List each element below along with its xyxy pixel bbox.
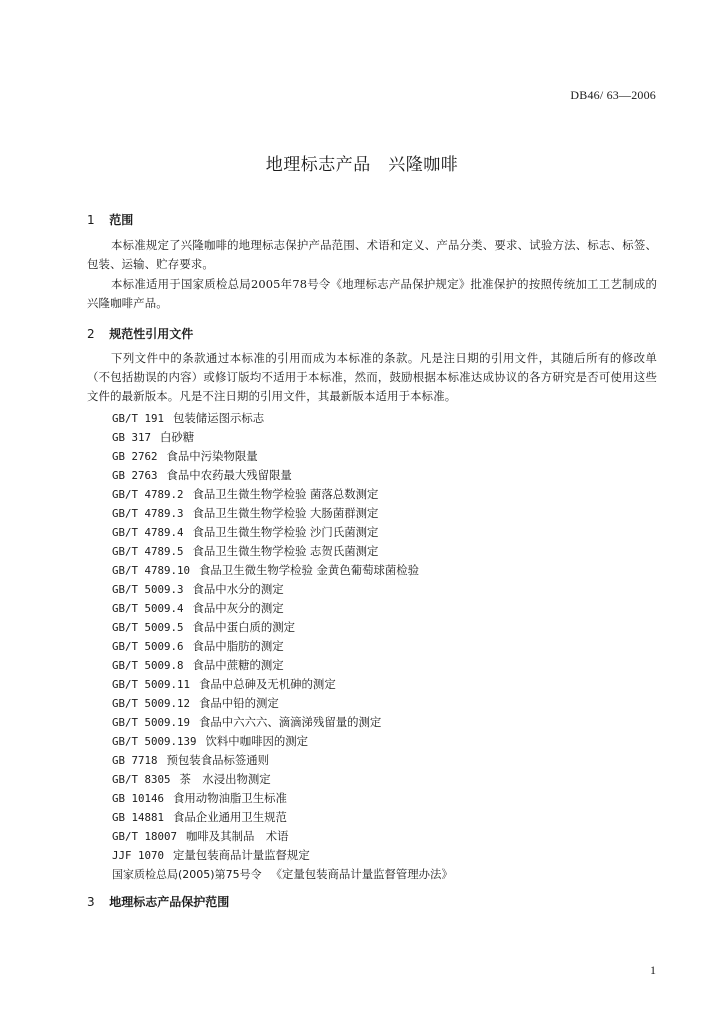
reference-title: 食品中六六六、滴滴涕残留量的测定 xyxy=(199,715,382,729)
reference-code: GB/T 5009.139 xyxy=(112,735,197,748)
reference-code: GB 14881 xyxy=(112,811,165,824)
document-code: DB46/ 63—2006 xyxy=(570,88,656,102)
reference-title: 食品卫生微生物学检验 菌落总数测定 xyxy=(192,487,379,501)
section-number: 2 xyxy=(87,327,95,341)
reference-item xyxy=(112,466,453,485)
reference-code: GB/T 5009.8 xyxy=(112,659,184,672)
reference-code: GB/T 8305 xyxy=(112,773,171,786)
reference-item xyxy=(112,618,453,637)
reference-item xyxy=(112,447,453,466)
reference-title: 食品中水分的测定 xyxy=(192,582,284,596)
reference-item xyxy=(112,732,453,751)
reference-title: 食品卫生微生物学检验 金黄色葡萄球菌检验 xyxy=(199,563,420,577)
reference-code: GB/T 18007 xyxy=(112,830,178,843)
reference-item xyxy=(112,865,453,884)
reference-title: 白砂糖 xyxy=(160,430,195,444)
reference-item xyxy=(112,542,453,561)
reference-title: 饮料中咖啡因的测定 xyxy=(205,734,309,748)
reference-title: 食品卫生微生物学检验 志贺氏菌测定 xyxy=(192,544,379,558)
reference-title: 包装储运图示标志 xyxy=(173,411,265,425)
section-3-heading xyxy=(87,893,229,910)
reference-item xyxy=(112,846,453,865)
reference-title: 预包装食品标签通则 xyxy=(166,753,270,767)
reference-code: GB/T 5009.6 xyxy=(112,640,184,653)
reference-code: GB/T 191 xyxy=(112,412,165,425)
reference-code: 国家质检总局(2005)第75号令 xyxy=(112,868,262,881)
reference-title: 食品中总砷及无机砷的测定 xyxy=(199,677,336,691)
references-intro: 下列文件中的条款通过本标准的引用而成为本标准的条款。凡是注日期的引用文件，其随后所有的修改单（不包括勘误的内容）或修订版均不适用于本标准，然而，鼓励根据本标准达成协议的各方研究是否可使用这些文件的最新版本。凡是不注日期的引用文件，其最新版本适用于本标准。 xyxy=(87,351,657,404)
reference-title: 食品中蔗糖的测定 xyxy=(192,658,284,672)
reference-item xyxy=(112,485,453,504)
reference-item xyxy=(112,713,453,732)
reference-title: 食品中农药最大残留限量 xyxy=(166,468,292,482)
reference-item xyxy=(112,789,453,808)
reference-code: GB/T 5009.11 xyxy=(112,678,191,691)
reference-code: GB/T 5009.3 xyxy=(112,583,184,596)
reference-item xyxy=(112,637,453,656)
reference-item xyxy=(112,599,453,618)
reference-title: 茶 水浸出物测定 xyxy=(179,772,271,786)
page-number: 1 xyxy=(650,963,656,977)
reference-item xyxy=(112,428,453,447)
section-number: 1 xyxy=(87,213,95,227)
reference-code: JJF 1070 xyxy=(112,849,165,862)
reference-code: GB/T 4789.5 xyxy=(112,545,184,558)
reference-title: 食品中蛋白质的测定 xyxy=(192,620,296,634)
reference-code: GB 2763 xyxy=(112,469,158,482)
reference-list xyxy=(112,409,453,884)
reference-title: 《定量包装商品计量监督管理办法》 xyxy=(270,867,453,881)
reference-item xyxy=(112,675,453,694)
reference-item xyxy=(112,827,453,846)
reference-code: GB/T 4789.4 xyxy=(112,526,184,539)
reference-code: GB/T 5009.19 xyxy=(112,716,191,729)
section-1-heading xyxy=(87,211,133,228)
reference-item xyxy=(112,504,453,523)
reference-title: 食品中污染物限量 xyxy=(166,449,258,463)
reference-item xyxy=(112,561,453,580)
reference-title: 咖啡及其制品 术语 xyxy=(186,829,289,843)
reference-item xyxy=(112,808,453,827)
reference-code: GB 2762 xyxy=(112,450,158,463)
reference-code: GB 317 xyxy=(112,431,152,444)
section-title: 规范性引用文件 xyxy=(109,327,194,341)
reference-code: GB/T 4789.2 xyxy=(112,488,184,501)
reference-code: GB 7718 xyxy=(112,754,158,767)
reference-title: 食用动物油脂卫生标准 xyxy=(173,791,287,805)
reference-code: GB/T 4789.10 xyxy=(112,564,191,577)
section-number: 3 xyxy=(87,895,95,909)
reference-item xyxy=(112,656,453,675)
reference-title: 食品中脂肪的测定 xyxy=(192,639,284,653)
reference-code: GB/T 4789.3 xyxy=(112,507,184,520)
reference-code: GB/T 5009.4 xyxy=(112,602,184,615)
reference-code: GB 10146 xyxy=(112,792,165,805)
scope-paragraph-2: 本标准适用于国家质检总局2005年78号令《地理标志产品保护规定》批准保护的按照传统加工工艺制成的兴隆咖啡产品。 xyxy=(87,277,657,311)
reference-item xyxy=(112,523,453,542)
reference-title: 食品卫生微生物学检验 大肠菌群测定 xyxy=(192,506,379,520)
reference-item xyxy=(112,409,453,428)
reference-item xyxy=(112,770,453,789)
reference-item xyxy=(112,694,453,713)
reference-code: GB/T 5009.5 xyxy=(112,621,184,634)
reference-title: 食品企业通用卫生规范 xyxy=(173,810,287,824)
section-title: 地理标志产品保护范围 xyxy=(109,895,230,909)
page-title: 地理标志产品 兴隆咖啡 xyxy=(265,155,459,175)
reference-title: 食品卫生微生物学检验 沙门氏菌测定 xyxy=(192,525,379,539)
reference-code: GB/T 5009.12 xyxy=(112,697,191,710)
section-title: 范围 xyxy=(109,213,134,227)
reference-item xyxy=(112,580,453,599)
section-2-heading xyxy=(87,325,193,342)
reference-title: 定量包装商品计量监督规定 xyxy=(173,848,310,862)
scope-paragraph-1: 本标准规定了兴隆咖啡的地理标志保护产品范围、术语和定义、产品分类、要求、试验方法、标志、标签、包装、运输、贮存要求。 xyxy=(87,238,657,272)
reference-title: 食品中灰分的测定 xyxy=(192,601,284,615)
reference-item xyxy=(112,751,453,770)
reference-title: 食品中铅的测定 xyxy=(199,696,279,710)
